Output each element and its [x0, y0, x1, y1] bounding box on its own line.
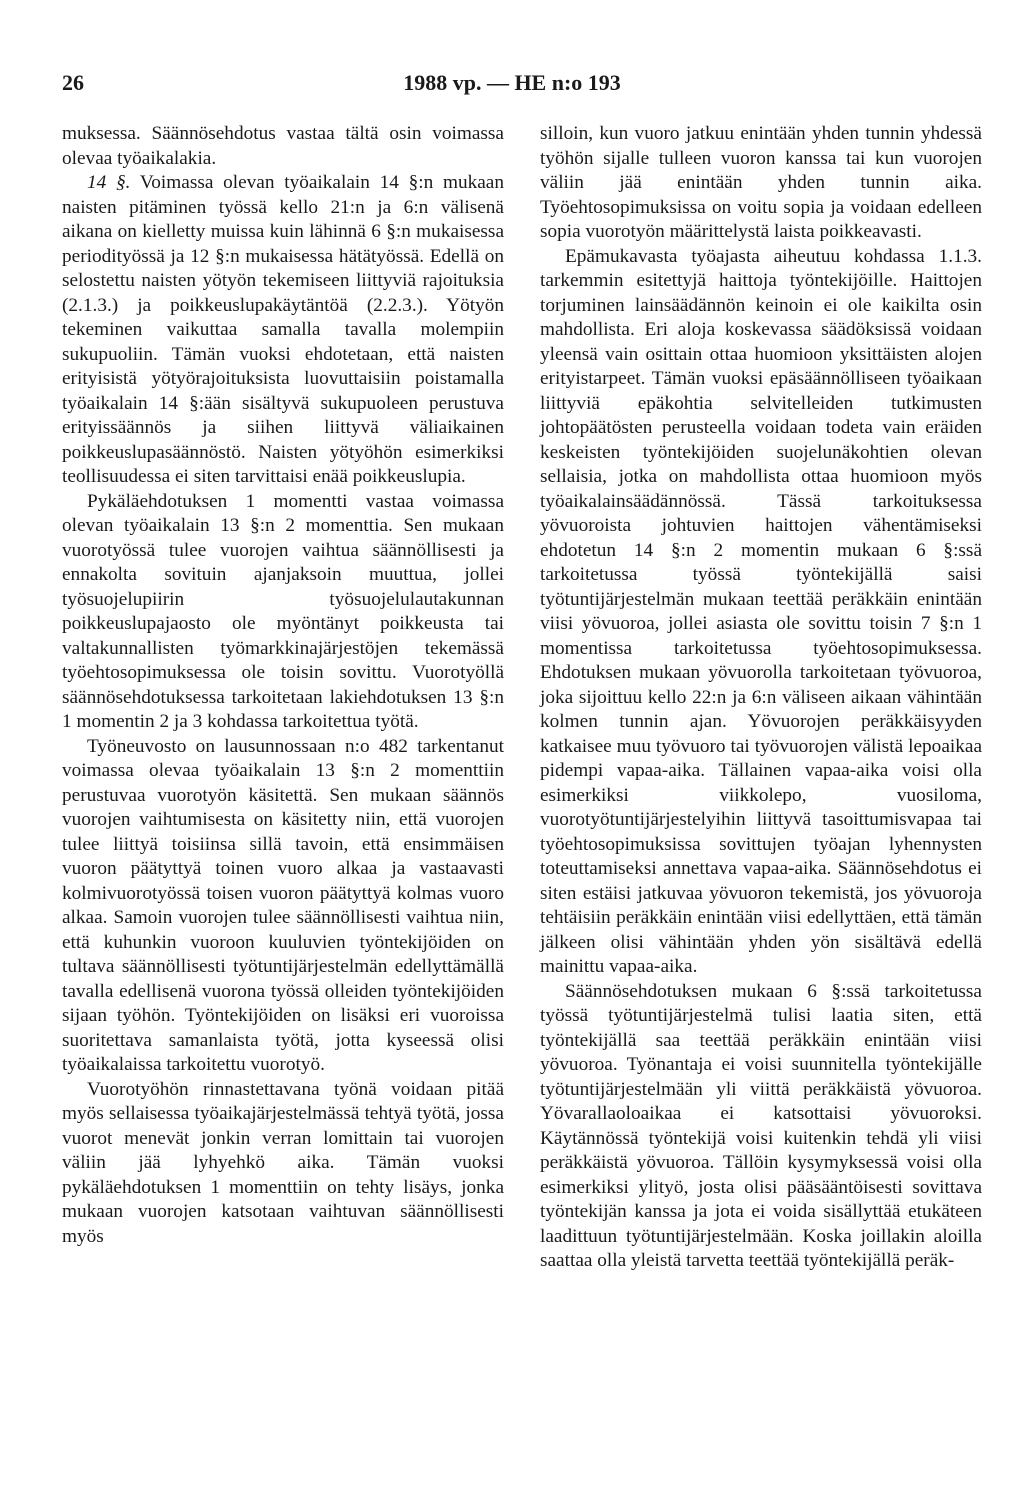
- paragraph: silloin, kun vuoro jatkuu enintään yhden tunnin yhdessä työhön sijalle tulleen vuoron kanssa tai kun vuorojen väliin jää enintään yhden tunnin aika. Työehtosopimuksissa on voitu sopia ja voidaan edelleen sopia vuorotyön määrittelystä laista poikkeavasti.: [540, 123, 982, 242]
- paragraph: Vuorotyöhön rinnastettavana työnä voidaan pitää myös sellaisessa työaikajärjestelmässä tehtyä työtä, jossa vuorot menevät jonkin verran lomittain tai vuorojen väliin jää lyhyehkö aika. Tämän vuoksi pykäläehdotuksen 1 momenttiin on tehty lisäys, jonka mukaan vuorojen katsotaan vaihtuvan säännöllisesti myös: [62, 1078, 504, 1247]
- paragraph: Epämukavasta työajasta aiheutuu kohdassa 1.1.3. tarkemmin esitettyjä haittoja työntekijöille. Haittojen torjuminen lainsäädännön keinoin ei ole kaikilta osin mahdollista. Eri aloja koskevassa säädöksissä voidaan yleensä vain osittain ottaa huomioon yksittäisten alojen erityistarpeet. Tämän vuoksi epäsäännölliseen työaikaan liittyviä epäkohtia selvitelleiden tutkimusten johtopäätösten perusteella voidaan todeta vain eräiden keskeisten työntekijöiden suojelunäkohtien olevan sellaisia, jotka on mahdollista ottaa huomioon myös työaikalainsäädännössä. Tässä tarkoituksessa yövuoroista johtuvien haittojen vähentämiseksi ehdotetun 14 §:n 2 momentin mukaan 6 §:ssä tarkoitetussa työssä työntekijällä saisi työtuntijärjestelmän mukaan teettää peräkkäin enintään viisi yövuoroa, jollei asiasta ole sovittu toisin 7 §:n 1 momentissa tarkoitetussa työehtosopimuksessa. Ehdotuksen mukaan yövuorolla tarkoitetaan työvuoroa, joka sijoittuu kello 22:n ja 6:n väliseen aikaan vähintään kolmen tunnin ajan. Yövuorojen peräkkäisyyden katkaisee muu työvuoro tai työvuorojen välistä lepoaikaa pidempi vapaa-aika. Tällainen vapaa-aika voisi olla esimerkiksi viikkolepo, vuosiloma, vuorotyötuntijärjestelyihin liittyvä tasoittumisvapaa tai työehtosopimuksissa sovittujen työajan lyhennysten toteuttamiseksi annettava vapaa-aika. Säännösehdotus ei siten estäisi jatkuvaa yövuoron tekemistä, jos yövuoroja tehtäisiin peräkkäin enintään viisi edellyttäen, että tämän jälkeen olisi vähintään yhden yön sisältävä edellä mainittu vapaa-aika.: [540, 245, 982, 977]
- page-header: [62, 70, 962, 106]
- paragraph-section-14: [62, 171, 504, 490]
- paragraph: muksessa. Säännösehdotus vastaa tältä osin voimassa olevaa työaikalakia.: [62, 123, 504, 169]
- paragraph: Pykäläehdotuksen 1 momentti vastaa voimassa olevan työaikalain 13 §:n 2 momenttia. Sen mukaan vuorotyössä tulee vuorojen vaihtua säännöllisesti ja ennakolta sovituin ajanjaksoin muuttua, jollei työsuojelupiirin työsuojelulautakunnan poikkeuslupajaosto ole myöntänyt poikkeusta tai valtakunnallisten työmarkkinajärjestöjen tekemässä työehtosopimuksessa ole toisin sovittu. Vuorotyöllä säännösehdotuksessa tarkoitetaan lakiehdotuksen 13 §:n 1 momentin 2 ja 3 kohdassa tarkoitettua työtä.: [62, 490, 504, 732]
- page-number: 26: [62, 70, 84, 95]
- paragraph: Työneuvosto on lausunnossaan n:o 482 tarkentanut voimassa olevaa työaikalain 13 §:n 2 momenttiin perustuvaa vuorotyön käsitettä. Sen mukaan säännös vuorojen vaihtumisesta on käsitetty niin, että vuorojen tulee liittyä toisiinsa sillä tavoin, että ensimmäisen vuoron päätyttyä toinen vuoro alkaa ja vastaavasti kolmivuorotyössä toisen vuoron päätyttyä kolmas vuoro alkaa. Samoin vuorojen tulee säännöllisesti vaihtua niin, että kuhunkin vuoroon kuuluvien työntekijöiden on tultava säännöllisesti työtuntijärjestelmän edellyttämällä tavalla edellisenä vuorona työssä olleiden työntekijöiden sijaan työhön. Työntekijöiden on lisäksi eri vuoroissa suoritettava samanlaista työtä, jotta kyseessä olisi työaikalaissa tarkoitettu vuorotyö.: [62, 735, 504, 1075]
- right-column: [540, 122, 982, 1274]
- section-heading: 14 §.: [87, 172, 131, 193]
- paragraph-text: Voimassa olevan työaikalain 14 §:n mukaan naisten pitäminen työssä kello 21:n ja 6:n välisenä aikana on kielletty muissa kuin lähinnä 6 §:n mukaisessa periodityössä ja 12 §:n mukaisessa hätätyössä. Edellä on selostettu naisten yötyön tekemiseen liittyviä rajoituksia (2.1.3.) ja poikkeuslupakäytäntöä (2.2.3.). Yötyön tekeminen vaikuttaa samalla tavalla molempiin sukupuoliin. Tämän vuoksi ehdotetaan, että naisten erityisistä yötyörajoituksista luovuttaisiin poistamalla työaikalain 14 §:ään sisältyvä sukupuoleen perustuva erityissäännös ja siihen liittyvä väliaikainen poikkeuslupasäännöstö. Naisten yötyöhön esimerkiksi teollisuudessa ei siten tarvittaisi enää poikkeuslupia.: [62, 172, 504, 487]
- paragraph: Säännösehdotuksen mukaan 6 §:ssä tarkoitetussa työssä työtuntijärjestelmä tulisi laatia siten, että työntekijällä saa teettää peräkkäin enintään viisi yövuoroa. Työnantaja ei voisi suunnitella työntekijälle työtuntijärjestelmään yli viittä peräkkäistä yövuoroa. Yövarallaoloaikaa ei katsottaisi yövuoroksi. Käytännössä työntekijä voisi kuitenkin tehdä yli viisi peräkkäistä yövuoroa. Tällöin kysymyksessä voisi olla esimerkiksi ylityö, josta olisi pääsääntöisesti sovittava työntekijän kanssa ja jota ei voida sisällyttää etukäteen laadittuun työtuntijärjestelmään. Koska joillakin aloilla saattaa olla yleistä tarvetta teettää työntekijällä peräk-: [540, 980, 982, 1271]
- running-head: 1988 vp. — HE n:o 193: [403, 70, 621, 95]
- left-column: [62, 122, 504, 1249]
